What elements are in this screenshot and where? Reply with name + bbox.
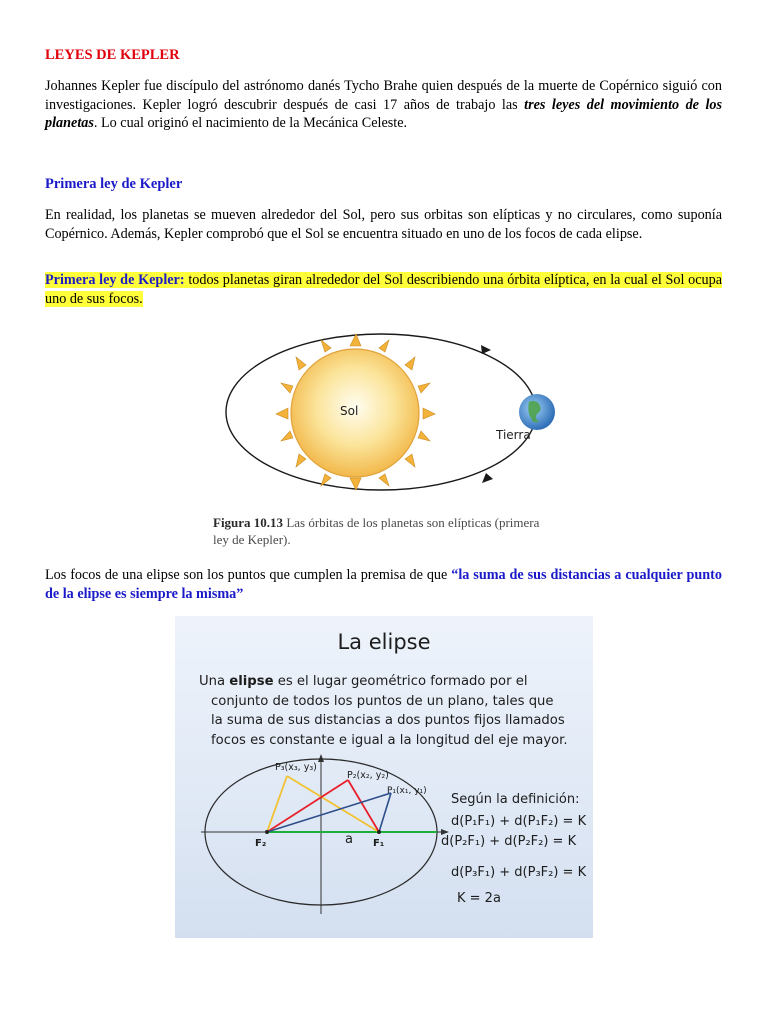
figure1-caption: [213, 514, 553, 548]
orbit-arrow-bottom: [482, 473, 493, 483]
equation-1: d(P₁F₁) + d(P₁F₂) = K: [451, 814, 587, 829]
orbit-diagram: [213, 328, 563, 518]
first-law-statement: todos planetas giran alrededor del Sol describiendo una órbita elíptica, en la cual el Sol ocupa uno de sus focos.: [45, 272, 722, 307]
label-p1: P₁(x₁, y₁): [387, 786, 427, 796]
label-p3: P₃(x₃, y₃): [275, 762, 317, 773]
section-heading-first-law: Primera ley de Kepler: [45, 176, 183, 192]
label-p2: P₂(x₂, y₂): [347, 770, 389, 781]
first-law-label: Primera ley de Kepler:: [45, 272, 185, 288]
label-f1: F₁: [373, 838, 385, 849]
first-law-paragraph: En realidad, los planetas se mueven alrededor del Sol, pero sus orbitas son elípticas y no circulares, como suponía Copérnico. Además, Kepler comprobó que el Sol se encuentra situado en uno de los focos de cada elipse.: [45, 207, 722, 242]
def-line-4: focos es constante e igual a la longitud del eje mayor.: [211, 732, 568, 748]
intro-paragraph: [45, 77, 722, 133]
equation-2: d(P₂F₁) + d(P₂F₂) = K: [441, 834, 577, 849]
def-bold: elipse: [229, 674, 274, 689]
def-pre: Una: [199, 674, 230, 689]
first-law-highlight: [45, 271, 722, 308]
foci-quote: “la suma de sus distancias a cualquier punto de la elipse es siempre la misma”: [45, 567, 723, 602]
intro-emphasis: tres leyes del movimiento de los planetas: [45, 96, 722, 131]
label-f2: F₂: [255, 838, 267, 849]
intro-text-1: Johannes Kepler fue discípulo del astrónomo danés Tycho Brahe quien después de la muerte de Copérnico siguió con investigaciones. Kepler logró descubrir después de casi 17 años de trabajo las: [45, 78, 722, 113]
intro-text-2: . Lo cual originó el nacimiento de la Mecánica Celeste.: [93, 115, 408, 131]
def-line-1: es el lugar geométrico formado por el: [273, 674, 528, 689]
ellipse-figure-title: La elipse: [337, 630, 431, 654]
orbit-arrow-top: [481, 345, 491, 354]
equation-3: d(P₃F₁) + d(P₃F₂) = K: [451, 865, 587, 880]
sun-label: Sol: [340, 404, 359, 418]
def-line-2: conjunto de todos los puntos de un plano, tales que: [211, 693, 554, 709]
page-title: LEYES DE KEPLER: [45, 47, 180, 63]
figure1-caption-number: Figura 10.13: [213, 515, 284, 530]
foci-paragraph: [45, 566, 722, 603]
earth-label: Tierra: [496, 428, 531, 442]
label-a: a: [345, 832, 353, 847]
foci-text: Los focos de una elipse son los puntos que cumplen la premisa de que: [45, 567, 452, 583]
definition-heading: Según la definición:: [451, 792, 580, 807]
def-line-3: la suma de sus distancias a dos puntos fijos llamados: [211, 713, 565, 728]
figure1-caption-text: Las órbitas de los planetas son elípticas (primera ley de Kepler).: [213, 515, 540, 547]
ellipse-figure: [175, 616, 593, 938]
equation-4: K = 2a: [457, 891, 501, 906]
